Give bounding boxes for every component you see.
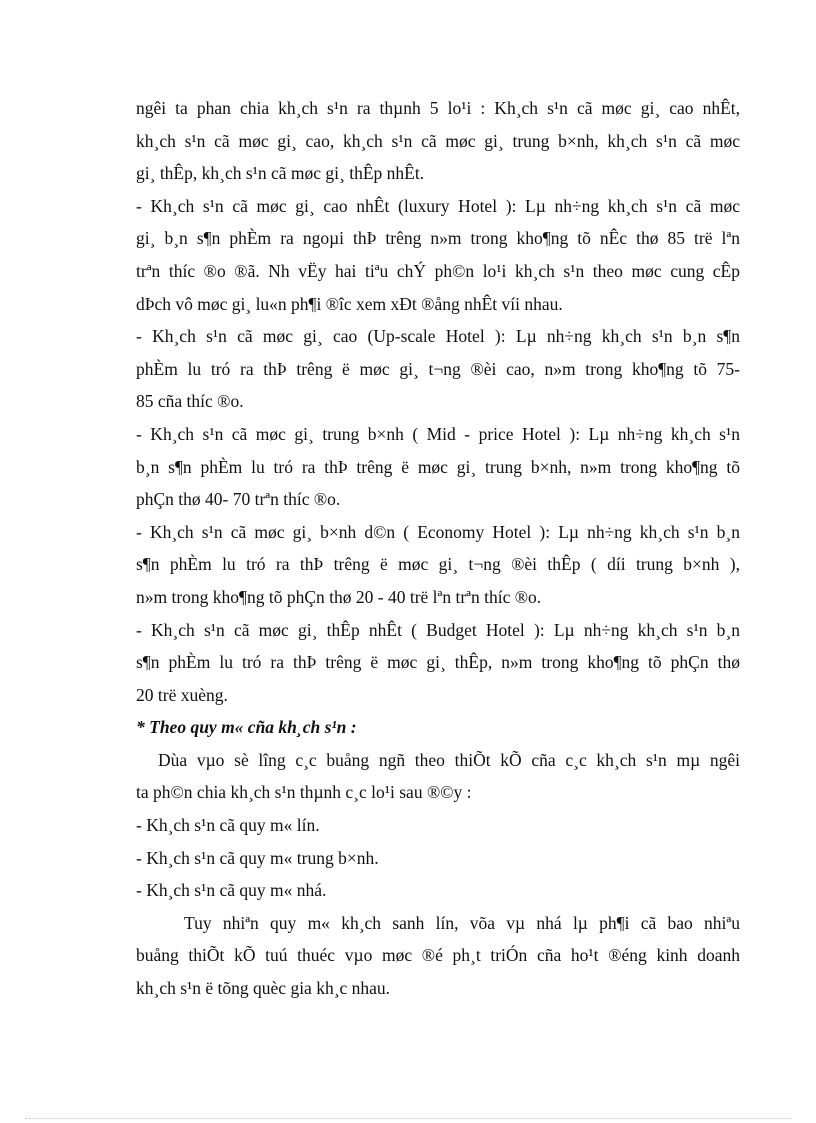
text-line: s¶n phÈm lu tró ra thÞ trêng ë møc gi¸ thÊp, n»m trong kho¶ng tõ phÇn thø — [136, 652, 740, 673]
text-line: kh¸ch s¹n cã møc gi¸ cao, kh¸ch s¹n cã møc gi¸ trung b×nh, kh¸ch s¹n cã møc — [136, 130, 740, 151]
text-line: 85 cña thíc ®o. — [136, 391, 244, 412]
text-line: Dùa vµo sè lîng c¸c buång ngñ theo thiÕt kÕ cña c¸c kh¸ch s¹n mµ ngêi — [158, 749, 740, 770]
text-line: kh¸ch s¹n ë tõng quèc gia kh¸c nhau. — [136, 978, 391, 999]
text-line: - Kh¸ch s¹n cã møc gi¸ thÊp nhÊt ( Budget Hotel ): Lµ nh÷ng kh¸ch s¹n b¸n — [136, 619, 740, 640]
text-line: gi¸ thÊp, kh¸ch s¹n cã møc gi¸ thÊp nhÊt. — [136, 163, 425, 184]
text-line: 20 trë xuèng. — [136, 684, 228, 705]
text-line: phÈm lu tró ra thÞ trêng ë møc gi¸ t¬ng ®èi cao, n»m trong kho¶ng tõ 75- — [136, 358, 740, 379]
text-line: - Kh¸ch s¹n cã møc gi¸ cao (Up-scale Hotel ): Lµ nh÷ng kh¸ch s¹n b¸n s¶n — [136, 326, 740, 347]
text-line: ta ph©n chia kh¸ch s¹n thµnh c¸c lo¹i sau ®©y : — [136, 782, 472, 803]
text-line: s¶n phÈm lu tró ra thÞ trêng ë møc gi¸ t¬ng ®èi thÊp ( díi trung b×nh ), — [136, 554, 740, 575]
text-line: - Kh¸ch s¹n cã quy m« trung b×nh. — [136, 847, 379, 868]
text-line: dÞch vô møc gi¸ lu«n ph¶i ®îc xem xÐt ®ång nhÊt víi nhau. — [136, 293, 563, 314]
text-line: Tuy nhiªn quy m« kh¸ch sanh lín, võa vµ nhá lµ ph¶i cã bao nhiªu — [184, 912, 740, 933]
text-line: - Kh¸ch s¹n cã møc gi¸ cao nhÊt (luxury Hotel ): Lµ nh÷ng kh¸ch s¹n cã møc — [136, 195, 740, 216]
section-heading: * Theo quy m« cña kh¸ch s¹n : — [136, 717, 357, 738]
text-line: b¸n s¶n phÈm lu tró ra thÞ trêng ë møc gi¸ trung b×nh, n»m trong kho¶ng tõ — [136, 456, 740, 477]
text-line: trªn thíc ®o ®ã. Nh vËy hai tiªu chÝ ph©n lo¹i kh¸ch s¹n theo møc cung cÊp — [136, 260, 740, 281]
text-line: gi¸ b¸n s¶n phÈm ra ngoµi thÞ trêng n»m trong kho¶ng tõ nÊc thø 85 trë lªn — [136, 228, 740, 249]
text-line: - Kh¸ch s¹n cã quy m« nhá. — [136, 880, 327, 901]
page-bottom-rule — [25, 1118, 791, 1119]
text-line: - Kh¸ch s¹n cã møc gi¸ b×nh d©n ( Economy Hotel ): Lµ nh÷ng kh¸ch s¹n b¸n — [136, 521, 740, 542]
document-body — [136, 92, 740, 1005]
text-line: - Kh¸ch s¹n cã quy m« lín. — [136, 815, 320, 836]
text-line: phÇn thø 40- 70 trªn thíc ®o. — [136, 489, 341, 510]
text-line: ngêi ta phan chia kh¸ch s¹n ra thµnh 5 lo¹i : Kh¸ch s¹n cã møc gi¸ cao nhÊt, — [136, 98, 740, 118]
text-line: n»m trong kho¶ng tõ phÇn thø 20 - 40 trë lªn trªn thíc ®o. — [136, 586, 542, 607]
text-line: buång thiÕt kÕ tuú thuéc vµo møc ®é ph¸t triÓn cña ho¹t ®éng kinh doanh — [136, 945, 740, 966]
text-line: - Kh¸ch s¹n cã møc gi¸ trung b×nh ( Mid - price Hotel ): Lµ nh÷ng kh¸ch s¹n — [136, 423, 740, 444]
